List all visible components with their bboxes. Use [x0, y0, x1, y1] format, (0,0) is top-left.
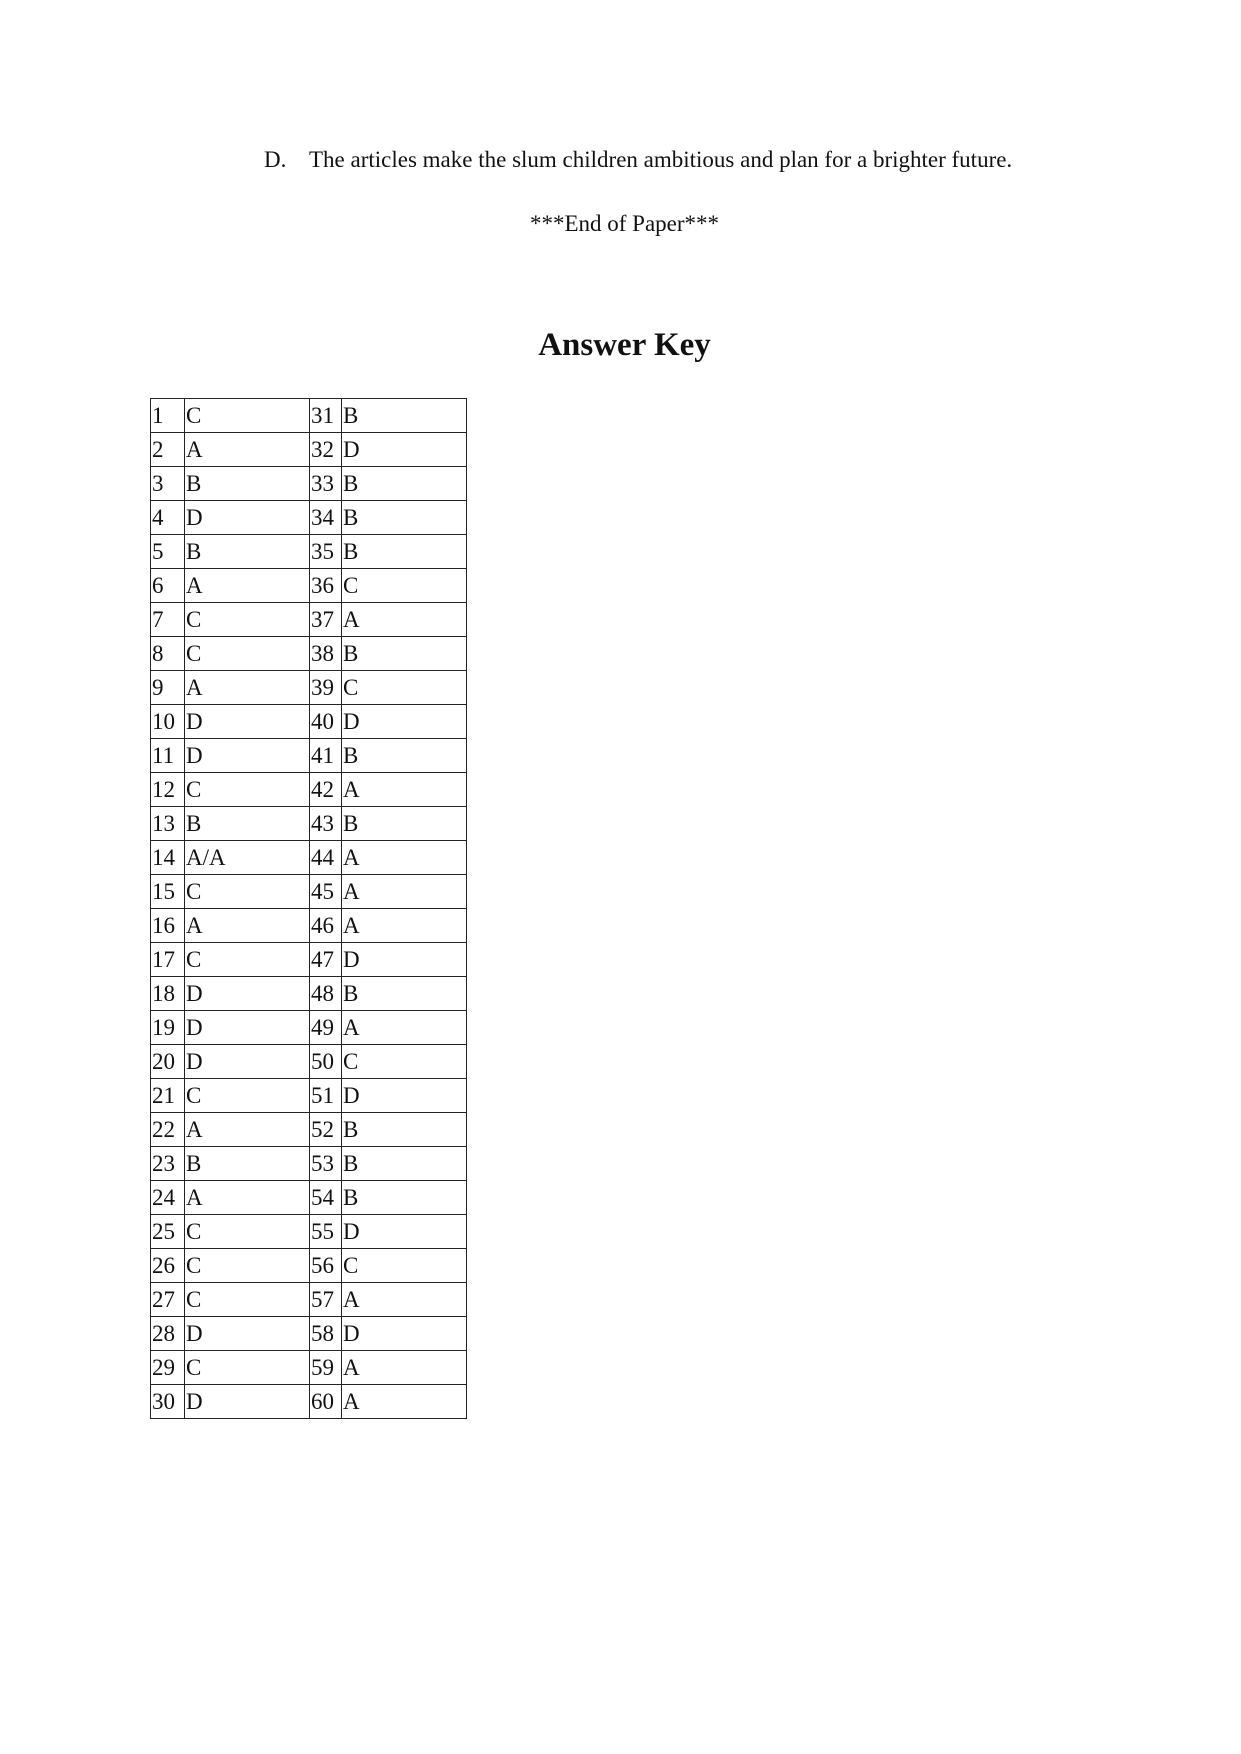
option-text: The articles make the slum children ambitious and plan for a brighter future. — [309, 147, 1013, 172]
answer-key-table — [150, 398, 467, 1419]
question-number: 40 — [310, 705, 342, 739]
question-number: 23 — [151, 1147, 185, 1181]
answer-value: B — [342, 1181, 467, 1215]
answer-value: C — [185, 1079, 310, 1113]
answer-value: C — [185, 1351, 310, 1385]
answer-value: C — [342, 569, 467, 603]
answer-value: D — [185, 705, 310, 739]
question-number: 10 — [151, 705, 185, 739]
question-number: 27 — [151, 1283, 185, 1317]
answer-key-row — [151, 739, 467, 773]
answer-value: D — [185, 1011, 310, 1045]
answer-value: A — [185, 671, 310, 705]
question-number: 48 — [310, 977, 342, 1011]
answer-key-row — [151, 1181, 467, 1215]
answer-key-row — [151, 671, 467, 705]
question-number: 6 — [151, 569, 185, 603]
answer-value: C — [342, 1249, 467, 1283]
question-number: 8 — [151, 637, 185, 671]
answer-value: B — [342, 977, 467, 1011]
question-number: 25 — [151, 1215, 185, 1249]
answer-value: C — [185, 1283, 310, 1317]
answer-key-row — [151, 943, 467, 977]
question-number: 2 — [151, 433, 185, 467]
answer-value: D — [342, 705, 467, 739]
answer-value: B — [342, 807, 467, 841]
question-number: 16 — [151, 909, 185, 943]
question-number: 36 — [310, 569, 342, 603]
answer-value: A — [342, 1283, 467, 1317]
question-number: 53 — [310, 1147, 342, 1181]
answer-value: B — [342, 535, 467, 569]
answer-key-body — [151, 399, 467, 1419]
question-number: 57 — [310, 1283, 342, 1317]
question-number: 31 — [310, 399, 342, 433]
question-number: 56 — [310, 1249, 342, 1283]
answer-key-row — [151, 807, 467, 841]
answer-key-row — [151, 433, 467, 467]
answer-value: D — [342, 943, 467, 977]
question-number: 22 — [151, 1113, 185, 1147]
answer-value: B — [185, 1147, 310, 1181]
question-number: 46 — [310, 909, 342, 943]
question-number: 38 — [310, 637, 342, 671]
question-number: 18 — [151, 977, 185, 1011]
question-number: 44 — [310, 841, 342, 875]
question-number: 51 — [310, 1079, 342, 1113]
answer-value: B — [342, 739, 467, 773]
answer-key-row — [151, 1113, 467, 1147]
question-number: 30 — [151, 1385, 185, 1419]
answer-value: C — [342, 1045, 467, 1079]
answer-value: B — [185, 535, 310, 569]
answer-key-row — [151, 467, 467, 501]
answer-value: C — [185, 773, 310, 807]
answer-key-row — [151, 1283, 467, 1317]
question-number: 21 — [151, 1079, 185, 1113]
answer-value: C — [185, 1249, 310, 1283]
answer-value: A — [185, 1113, 310, 1147]
answer-value: C — [185, 399, 310, 433]
answer-key-row — [151, 1045, 467, 1079]
answer-value: B — [342, 501, 467, 535]
answer-key-row — [151, 1011, 467, 1045]
answer-value: D — [185, 977, 310, 1011]
answer-value: A — [342, 1351, 467, 1385]
question-number: 42 — [310, 773, 342, 807]
question-number: 15 — [151, 875, 185, 909]
answer-value: D — [342, 1215, 467, 1249]
question-number: 37 — [310, 603, 342, 637]
answer-key-row — [151, 501, 467, 535]
answer-value: A — [342, 909, 467, 943]
answer-value: B — [342, 399, 467, 433]
answer-key-row — [151, 875, 467, 909]
question-number: 5 — [151, 535, 185, 569]
answer-key-row — [151, 909, 467, 943]
answer-value: D — [185, 1385, 310, 1419]
answer-value: B — [342, 637, 467, 671]
answer-value: D — [342, 1317, 467, 1351]
end-of-paper-marker: ***End of Paper*** — [529, 211, 720, 236]
answer-option-d — [264, 148, 1012, 171]
answer-key-row — [151, 1385, 467, 1419]
question-number: 43 — [310, 807, 342, 841]
answer-value: B — [342, 1113, 467, 1147]
answer-value: C — [185, 943, 310, 977]
question-number: 58 — [310, 1317, 342, 1351]
question-number: 33 — [310, 467, 342, 501]
question-number: 7 — [151, 603, 185, 637]
question-number: 28 — [151, 1317, 185, 1351]
answer-value: B — [185, 807, 310, 841]
answer-value: A — [342, 603, 467, 637]
question-number: 45 — [310, 875, 342, 909]
question-number: 11 — [151, 739, 185, 773]
answer-key-title: Answer Key — [538, 327, 711, 363]
answer-value: B — [185, 467, 310, 501]
answer-value: A — [342, 773, 467, 807]
answer-key-row — [151, 1249, 467, 1283]
question-number: 41 — [310, 739, 342, 773]
answer-value: A — [185, 1181, 310, 1215]
question-number: 3 — [151, 467, 185, 501]
answer-value: C — [185, 603, 310, 637]
question-number: 20 — [151, 1045, 185, 1079]
question-number: 59 — [310, 1351, 342, 1385]
answer-value: D — [185, 501, 310, 535]
answer-value: C — [342, 671, 467, 705]
answer-value: D — [342, 1079, 467, 1113]
question-number: 4 — [151, 501, 185, 535]
question-number: 26 — [151, 1249, 185, 1283]
answer-key-row — [151, 1147, 467, 1181]
question-number: 13 — [151, 807, 185, 841]
question-number: 50 — [310, 1045, 342, 1079]
answer-key-row — [151, 1215, 467, 1249]
answer-value: D — [342, 433, 467, 467]
question-number: 34 — [310, 501, 342, 535]
answer-value: A — [342, 841, 467, 875]
answer-key-row — [151, 705, 467, 739]
answer-value: A — [342, 875, 467, 909]
answer-key-row — [151, 1079, 467, 1113]
answer-value: A — [185, 909, 310, 943]
question-number: 19 — [151, 1011, 185, 1045]
answer-value: A/A — [185, 841, 310, 875]
answer-value: C — [185, 1215, 310, 1249]
question-number: 52 — [310, 1113, 342, 1147]
answer-value: D — [185, 1045, 310, 1079]
question-number: 55 — [310, 1215, 342, 1249]
answer-key-row — [151, 773, 467, 807]
answer-value: D — [185, 739, 310, 773]
answer-value: B — [342, 1147, 467, 1181]
question-number: 39 — [310, 671, 342, 705]
answer-key-row — [151, 535, 467, 569]
question-number: 54 — [310, 1181, 342, 1215]
answer-value: C — [185, 637, 310, 671]
answer-value: D — [185, 1317, 310, 1351]
question-number: 1 — [151, 399, 185, 433]
answer-key-row — [151, 637, 467, 671]
option-letter: D. — [264, 147, 287, 172]
question-number: 60 — [310, 1385, 342, 1419]
question-number: 47 — [310, 943, 342, 977]
answer-key-row — [151, 841, 467, 875]
answer-key-row — [151, 1351, 467, 1385]
question-number: 14 — [151, 841, 185, 875]
answer-value: A — [185, 569, 310, 603]
question-number: 9 — [151, 671, 185, 705]
question-number: 24 — [151, 1181, 185, 1215]
answer-key-row — [151, 1317, 467, 1351]
answer-value: A — [342, 1011, 467, 1045]
answer-key-row — [151, 977, 467, 1011]
answer-value: A — [185, 433, 310, 467]
answer-key-row — [151, 399, 467, 433]
question-number: 29 — [151, 1351, 185, 1385]
question-number: 12 — [151, 773, 185, 807]
answer-value: C — [185, 875, 310, 909]
answer-key-row — [151, 603, 467, 637]
answer-value: A — [342, 1385, 467, 1419]
answer-key-row — [151, 569, 467, 603]
question-number: 17 — [151, 943, 185, 977]
answer-value: B — [342, 467, 467, 501]
question-number: 32 — [310, 433, 342, 467]
question-number: 35 — [310, 535, 342, 569]
question-number: 49 — [310, 1011, 342, 1045]
